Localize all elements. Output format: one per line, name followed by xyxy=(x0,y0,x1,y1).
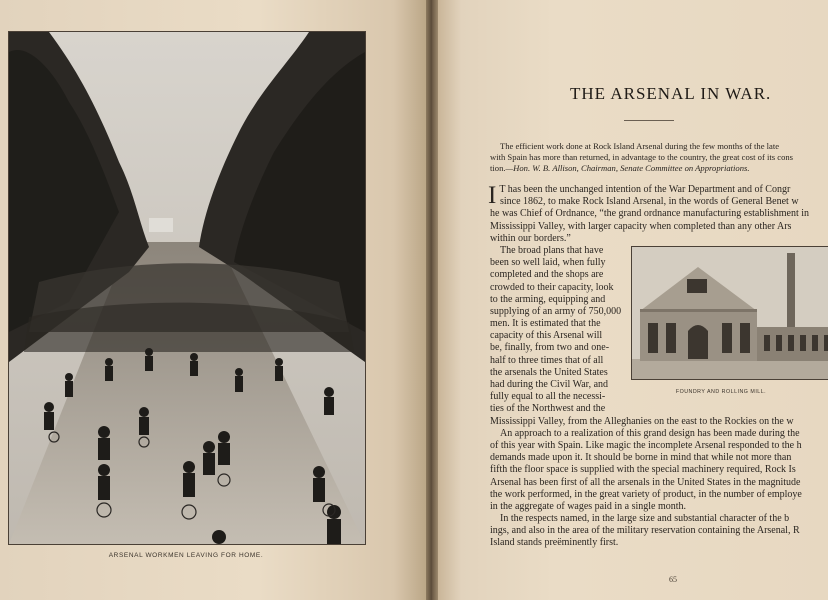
figure-caption: FOUNDRY AND ROLLING MILL. xyxy=(675,389,767,395)
text-line: Arsenal has been first of all the arsenals in the United States in the magnitude xyxy=(490,476,801,488)
text-line: he was Chief of Ordnance, “the grand ordnance manufacturing establishment in xyxy=(490,208,810,220)
epigraph-citation: —Hon. W. B. Allison, Chairman, Senate Committee on Appropriations. xyxy=(505,163,750,173)
text-line-content: T has been the unchanged intention of the War Department and of Congr xyxy=(499,184,791,195)
text-line: ties of the Northwest and the xyxy=(490,403,606,415)
page-number: 65 xyxy=(669,575,677,584)
drop-cap: I xyxy=(488,182,497,209)
text-line: Mississippi Valley, with larger capacity when completed than any other Ars xyxy=(490,220,792,232)
text-line: within our borders.” xyxy=(490,232,571,244)
text-line: half to three times that of all xyxy=(490,354,604,366)
title-rule xyxy=(624,120,674,121)
text-line: crowded to their capacity, look xyxy=(490,281,614,293)
text-line: be, finally, from two and one- xyxy=(490,342,610,354)
text-line: fifth the floor space is supplied with the special machinery required, Rock Is xyxy=(490,464,796,476)
workmen-photograph xyxy=(9,32,365,544)
text-line: in the aggregate of wages paid in a single month. xyxy=(490,500,687,512)
text-line: Island stands preëminently first. xyxy=(490,537,619,549)
text-line: to the arming, equipping and xyxy=(490,293,606,305)
text-line: fully equal to all the necessi- xyxy=(490,391,606,403)
epigraph-line: with Spain has more than returned, in advantage to the country, the great cost of its cons xyxy=(490,152,794,162)
epigraph-line: The efficient work done at Rock Island Arsenal during the few months of the late xyxy=(500,141,780,151)
right-page xyxy=(438,0,828,600)
foundry-building-illustration xyxy=(632,247,828,379)
text-line: supplying of an army of 750,000 xyxy=(490,305,622,317)
text-line: men. It is estimated that the xyxy=(490,318,601,330)
text-line: the work performed, in the great variety of product, in the number of employe xyxy=(490,488,802,500)
text-line: Mississippi Valley, from the Alleghanies on the east to the Rockies on the w xyxy=(490,415,794,427)
plate-caption: ARSENAL WORKMEN LEAVING FOR HOME. xyxy=(108,552,264,559)
book-gutter xyxy=(426,0,438,600)
text-line: since 1862, to make Rock Island Arsenal, in the words of General Benet w xyxy=(500,196,799,208)
text-line: completed and the shops are xyxy=(490,269,604,281)
foundry-photo xyxy=(631,246,828,380)
chapter-title: THE ARSENAL IN WAR. xyxy=(570,84,772,103)
text-line: been so well laid, when fully xyxy=(490,257,606,269)
text-line: demands made upon it. It should be borne in mind that while not more than xyxy=(490,452,792,464)
epigraph-line xyxy=(490,163,828,174)
text-line: ings, and also in the area of the military reservation containing the Arsenal, R xyxy=(490,525,800,537)
epigraph-text: tion. xyxy=(490,163,506,173)
text-line: capacity of this Arsenal will xyxy=(490,330,603,342)
text-line: An approach to a realization of this grand design has been made during the xyxy=(500,427,800,439)
text-line: of this year with Spain. Like magic the incomplete Arsenal responded to the h xyxy=(490,439,802,451)
text-line: The broad plans that have xyxy=(500,244,604,256)
text-line: had during the Civil War, and xyxy=(490,379,609,390)
text-line: the arsenals the United States xyxy=(490,366,608,378)
epigraph xyxy=(490,141,828,174)
text-line: In the respects named, in the large size and substantial character of the b xyxy=(500,513,790,525)
photo-plate-workmen xyxy=(8,31,366,545)
